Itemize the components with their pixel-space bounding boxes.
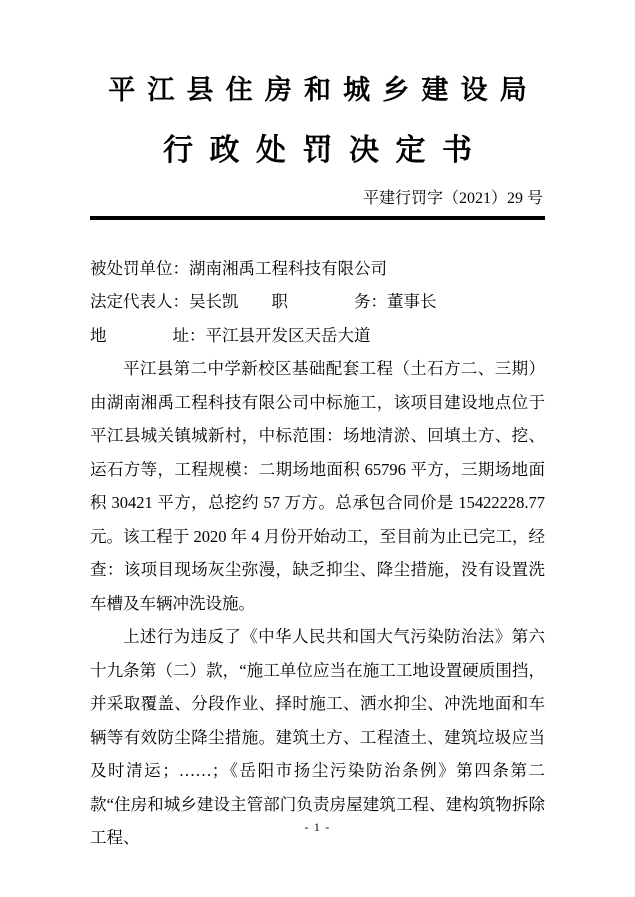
body-paragraph-2: 上述行为违反了《中华人民共和国大气污染防治法》第六十九条第（二）款，“施工单位应当在施工工地设置硬质围挡，并采取覆盖、分段作业、择时施工、洒水抑尘、冲洗地面和车辆等有效防尘降尘措施。建筑土方、工程渣土、建筑垃圾应当及时清运；……；《岳阳市扬尘污染防治条例》第四条第二款“住房和城乡建设主管部门负责房屋建筑工程、建构筑物拆除工程、 — [90, 627, 545, 848]
legal-representative-line: 法定代表人：吴长凯 职 务：董事长 — [90, 292, 437, 312]
address-line: 地 址：平江县开发区天岳大道 — [90, 325, 371, 345]
header-divider-line — [90, 216, 545, 220]
page-number: - 1 - — [304, 820, 331, 834]
document-title: 平江县住房和城乡建设局 — [108, 75, 539, 105]
document-body — [90, 252, 545, 855]
document-reference-number: 平建行罚字（2021）29 号 — [362, 190, 543, 207]
penalized-entity-line: 被处罚单位：湖南湘禹工程科技有限公司 — [90, 259, 387, 278]
body-paragraph-1: 平江县第二中学新校区基础配套工程（土石方二、三期）由湖南湘禹工程科技有限公司中标施工，该项目建设地点位于平江县城关镇城新村，中标范围：场地清淤、回填土方、挖、运石方等，工程规模：二期场地面积 65796 平方，三期场地面积 30421 平方，总挖约 57 万方。总承包合同价是 15422228.77 元。该工程于 2020 年 4 月份开始动工，至目前为止已完工，经查：该项目现场灰尘弥漫，缺乏抑尘、降尘措施，没有设置洗车槽及车辆冲洗设施。 — [90, 359, 545, 613]
document-subtitle: 行政处罚决定书 — [163, 134, 489, 167]
